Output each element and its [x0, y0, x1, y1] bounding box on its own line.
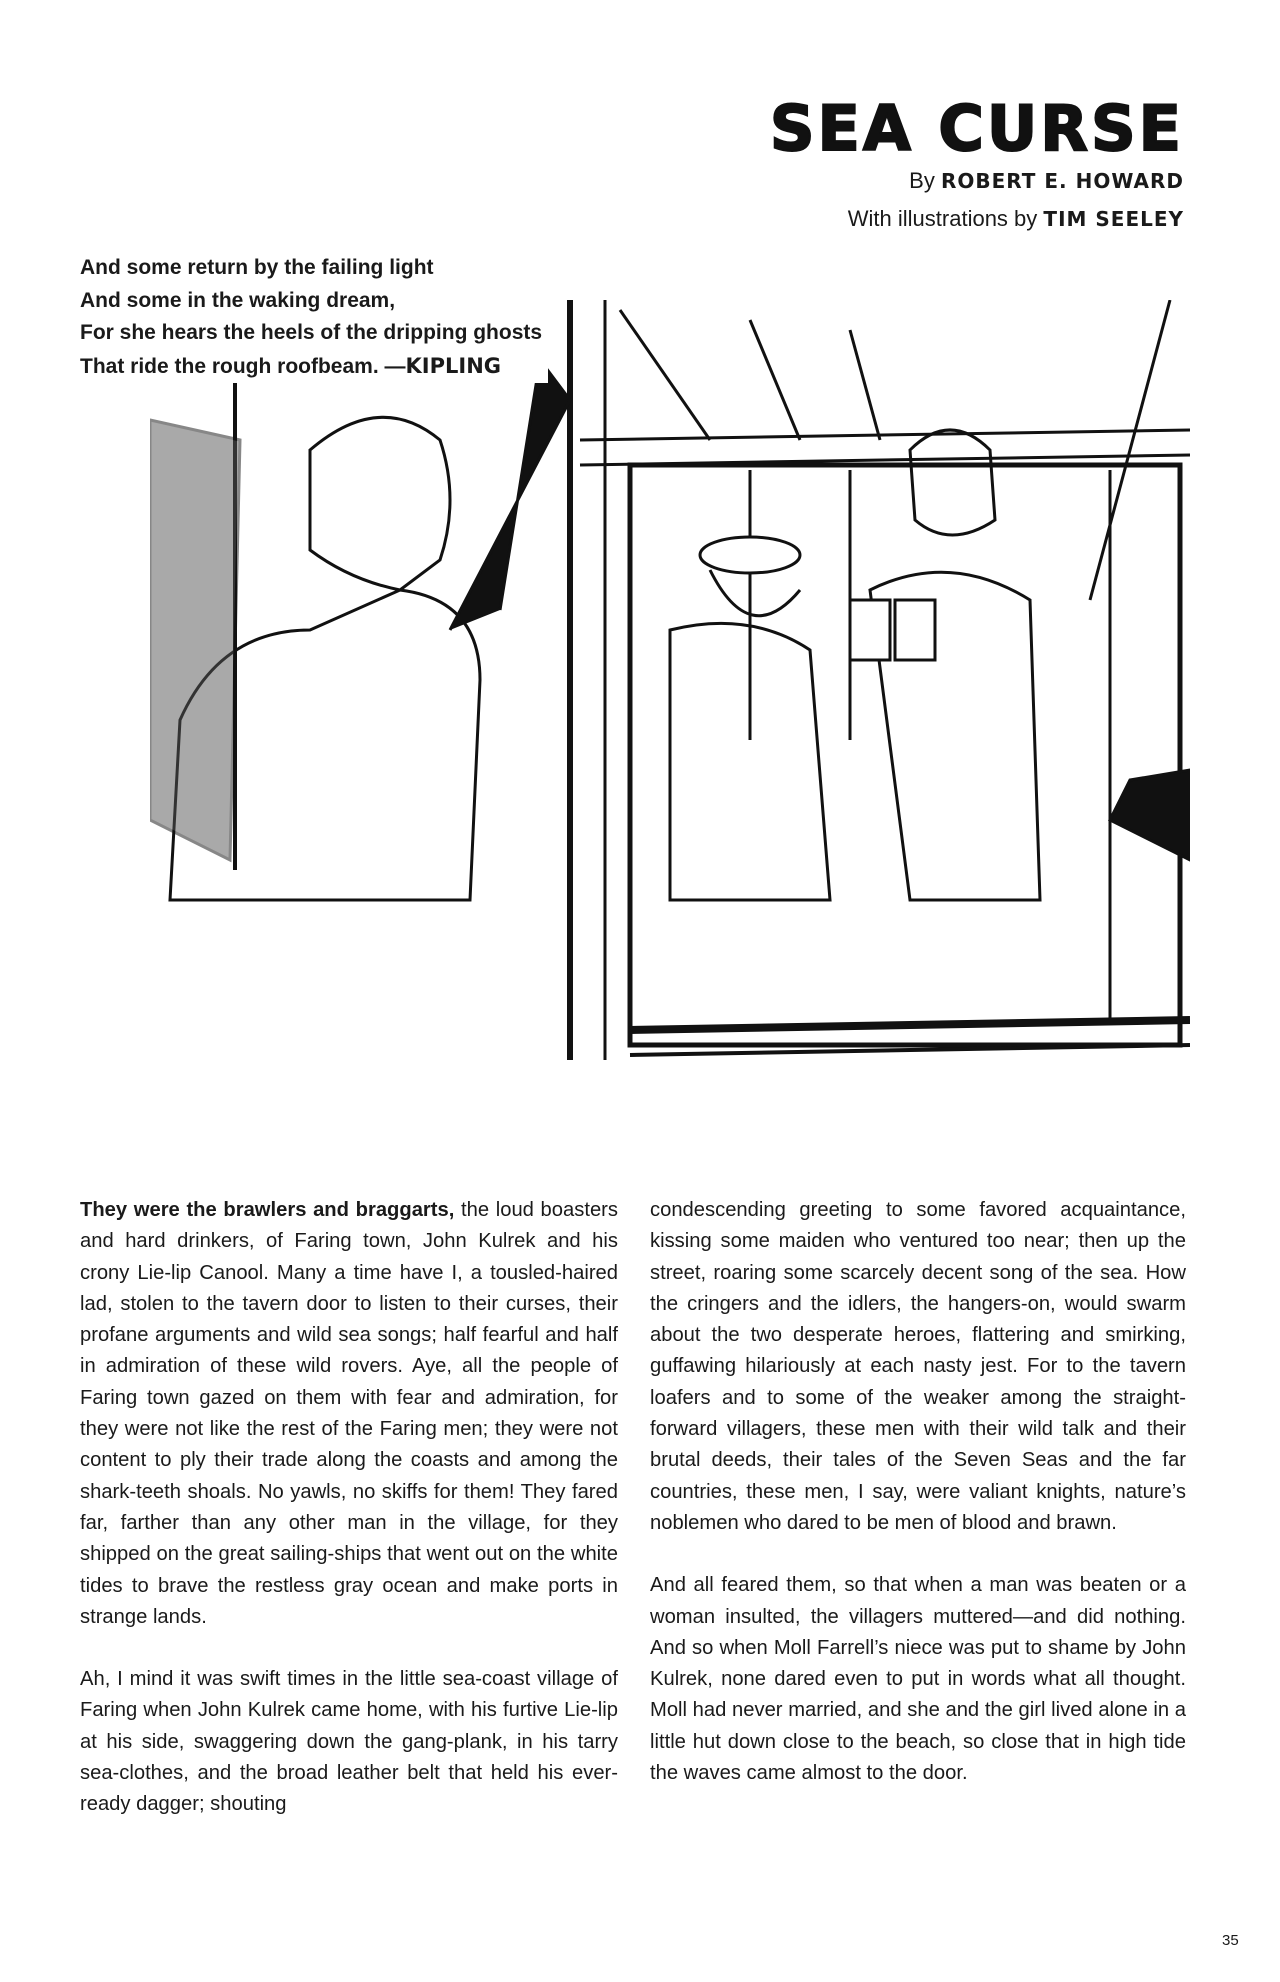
author-name: ROBERT E. HOWARD	[940, 169, 1184, 193]
epigraph-line: For she hears the heels of the dripping ghosts	[80, 321, 543, 344]
right-column	[650, 1195, 1186, 1820]
epigraph-line: And some in the waking dream,	[80, 288, 396, 312]
illus-prefix: With illustrations by	[847, 206, 1038, 231]
paragraph: Ah, I mind it was swift times in the little sea-coast village of Faring when John Kulrek came home, with his furtive Lie-lip at his side, swaggering down the gang-plank, in his tarry sea-clothes, and the broad leather belt that held his ever-ready dagger; shouting	[80, 1668, 618, 1816]
left-column	[80, 1195, 618, 1852]
epigraph-attribution: KIPLING	[405, 353, 501, 378]
paragraph	[80, 1195, 618, 1633]
page-number: 35	[1222, 1932, 1239, 1949]
paragraph-text: the loud boasters and hard drinkers, of Faring town, John Kulrek and his crony Lie-lip Canool. Many a time have I, a tousled-haired lad, stolen to the tavern door to listen to their curses, their profane arguments and wild sea songs; half fearful and half in admiration of these wild rovers. Aye, all the people of Faring town gazed on them with fear and admiration, for they were not like the rest of the Faring men; they were not content to ply their trade along the coasts and among the shark-teeth shoals. No yawls, no skiffs for them! They fared far, farther than any other man in the village, for they shipped on the great sailing-ships that went out on the white tides to brave the restless gray ocean and make ports in strange lands.	[80, 1199, 618, 1628]
illustrator-byline	[848, 206, 1184, 232]
story-title: SEA CURSE	[769, 92, 1184, 165]
epigraph-line: And some return by the failing light	[80, 256, 434, 279]
paragraph: And all feared them, so that when a man was beaten or a woman insulted, the villagers muttered—and did nothing. And so when Moll Farrell’s niece was put to shame by John Kulrek, none dared even to put in words what all thought. Moll had never married, and she and the girl lived alone in a little hut down close to the beach, so close that in high tide the waves came almost to the door.	[650, 1574, 1186, 1785]
author-byline	[909, 168, 1184, 194]
lead-in: They were the brawlers and braggarts,	[80, 1199, 455, 1221]
epigraph-line: That ride the rough roofbeam. —	[80, 354, 406, 378]
tavern-illustration	[150, 300, 1190, 1115]
by-prefix: By	[909, 168, 935, 193]
epigraph	[80, 252, 548, 383]
paragraph: condescending greeting to some favored acquaintance, kissing some maiden who ventured too near; then up the street, roaring some scarcely decent song of the sea. How the cringers and the idlers, the hangers-on, would swarm about the two desperate heroes, flattering and smirking, guffawing hilariously at each nasty jest. For to the tavern loafers and to some of the weaker among the straight-forward villagers, these men with their wild talk and their brutal deeds, their tales of the Seven Seas and the far countries, these men, I say, were valiant knights, nature’s noblemen who dared to be men of blood and brawn.	[650, 1199, 1186, 1534]
illustrator-name: TIM SEELEY	[1043, 207, 1184, 231]
